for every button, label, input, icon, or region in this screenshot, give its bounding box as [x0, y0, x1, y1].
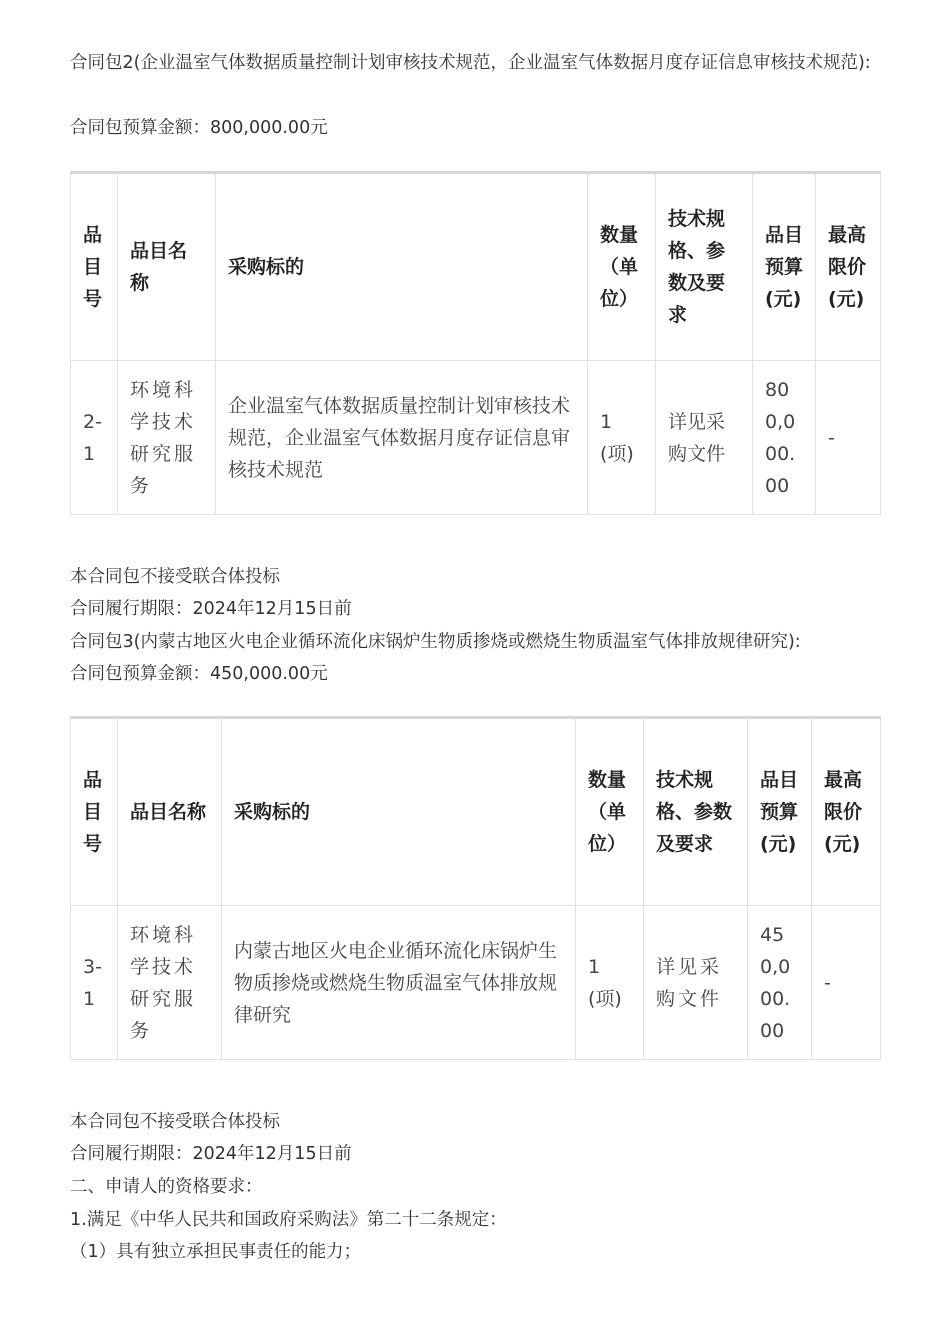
package2-consortium-note: 本合同包不接受联合体投标 [70, 567, 280, 587]
package3-table [70, 716, 881, 1060]
cell-item-name: 环境科学技术研究服务 [118, 361, 216, 515]
package3-budget: 合同包预算金额：450,000.00元 [70, 664, 328, 684]
header-spec: 技术规格、参数及要求 [644, 718, 748, 906]
package2-title: 合同包2(企业温室气体数据质量控制计划审核技术规范，企业温室气体数据月度存证信息审核技术规范): [70, 53, 871, 73]
cell-spec: 详见采购文件 [656, 361, 753, 515]
requirements-heading: 二、申请人的资格要求： [70, 1177, 263, 1197]
cell-budget: 800,000.00 [753, 361, 816, 515]
cell-target: 内蒙古地区火电企业循环流化床锅炉生物质掺烧或燃烧生物质温室气体排放规律研究 [222, 906, 576, 1060]
cell-budget: 450,000.00 [748, 906, 812, 1060]
cell-max-price: - [812, 906, 881, 1060]
requirements-item-1: 1.满足《中华人民共和国政府采购法》第二十二条规定： [70, 1210, 507, 1230]
header-target: 采购标的 [222, 718, 576, 906]
cell-spec: 详见采购文件 [644, 906, 748, 1060]
header-max-price: 最高限价(元) [812, 718, 881, 906]
cell-item-no: 2-1 [71, 361, 118, 515]
header-spec: 技术规格、参数及要求 [656, 173, 753, 361]
package3-deadline: 合同履行期限：2024年12月15日前 [70, 1144, 352, 1164]
table-header-row [71, 718, 881, 906]
header-item-name: 品目名称 [118, 718, 222, 906]
package2-deadline: 合同履行期限：2024年12月15日前 [70, 599, 352, 619]
header-budget: 品目预算(元) [753, 173, 816, 361]
header-target: 采购标的 [216, 173, 588, 361]
header-budget: 品目预算(元) [748, 718, 812, 906]
package2-budget: 合同包预算金额：800,000.00元 [70, 118, 328, 138]
header-quantity: 数量（单位） [588, 173, 656, 361]
header-max-price: 最高限价(元) [816, 173, 881, 361]
table-row [71, 361, 881, 515]
cell-quantity: 1(项) [576, 906, 644, 1060]
cell-item-name: 环境科学技术研究服务 [118, 906, 222, 1060]
package3-title: 合同包3(内蒙古地区火电企业循环流化床锅炉生物质掺烧或燃烧生物质温室气体排放规律研究): [70, 632, 801, 652]
header-item-no: 品目号 [71, 718, 118, 906]
cell-max-price: - [816, 361, 881, 515]
package2-table [70, 171, 881, 515]
header-item-name: 品目名称 [118, 173, 216, 361]
table-row [71, 906, 881, 1060]
cell-quantity: 1(项) [588, 361, 656, 515]
cell-item-no: 3-1 [71, 906, 118, 1060]
package3-consortium-note: 本合同包不接受联合体投标 [70, 1112, 280, 1132]
header-quantity: 数量（单位） [576, 718, 644, 906]
table-header-row [71, 173, 881, 361]
cell-target: 企业温室气体数据质量控制计划审核技术规范，企业温室气体数据月度存证信息审核技术规范 [216, 361, 588, 515]
header-item-no: 品目号 [71, 173, 118, 361]
requirements-sub-1: （1）具有独立承担民事责任的能力； [70, 1242, 362, 1262]
